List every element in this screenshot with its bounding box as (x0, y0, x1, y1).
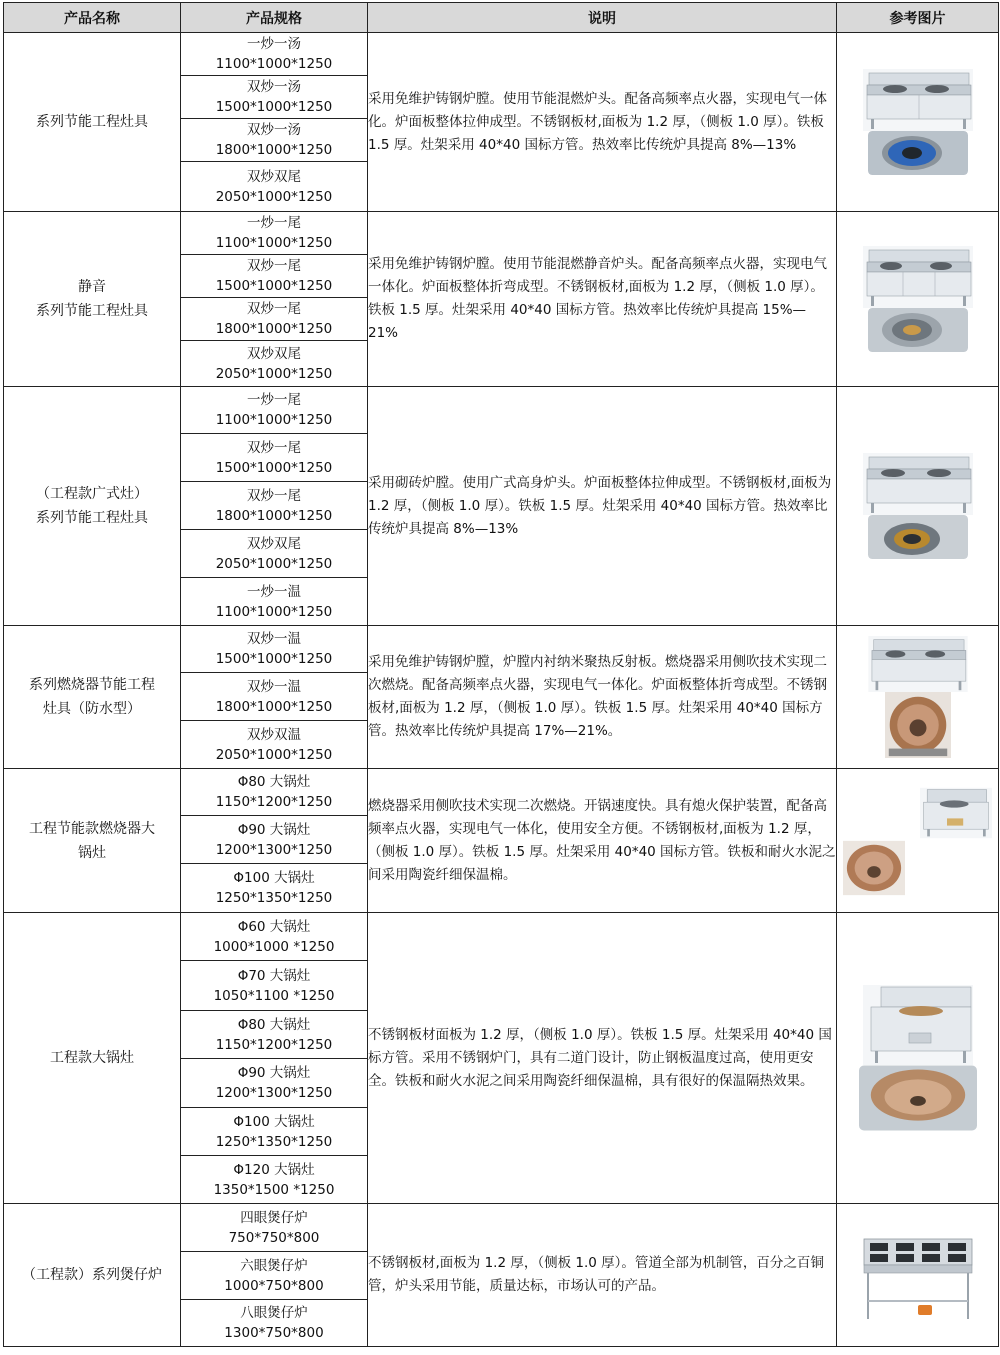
spec-model: 双炒一尾 (247, 487, 301, 504)
header-pic: 参考图片 (837, 3, 999, 33)
product-name-line: （工程款）系列煲仔炉 (22, 1267, 162, 1283)
spec-size: 1200*1300*1250 (215, 841, 333, 858)
product-name-line: 灶具（防水型） (43, 701, 141, 717)
reference-pictures (837, 387, 999, 626)
spec-size: 1800*1000*1250 (215, 698, 333, 715)
spec-model: Φ90 大锅灶 (237, 1065, 311, 1081)
product-name (4, 212, 181, 387)
spec-size: 1800*1000*1250 (215, 507, 333, 524)
burner-photo (868, 515, 968, 559)
spec-model: 六眼煲仔炉 (240, 1257, 308, 1274)
spec-cell (181, 298, 368, 341)
spec-size: 2050*1000*1250 (215, 555, 333, 572)
spec-cell (181, 913, 368, 961)
spec-size: 1800*1000*1250 (215, 321, 333, 337)
spec-cell (181, 626, 368, 673)
spec-cell (181, 33, 368, 76)
spec-model: 双炒一汤 (247, 122, 301, 138)
spec-model: Φ70 大锅灶 (237, 967, 311, 984)
stove-photo (920, 786, 992, 840)
product-group (4, 212, 999, 387)
product-name (4, 626, 181, 769)
spec-size: 1100*1000*1250 (215, 56, 333, 72)
spec-cell (181, 769, 368, 816)
spec-model: 一炒一汤 (247, 36, 301, 52)
spec-size: 1500*1000*1250 (215, 99, 333, 115)
header-spec: 产品规格 (181, 3, 368, 33)
spec-model: 双炒一尾 (247, 301, 301, 317)
product-name-line: 工程节能款燃烧器大 (29, 820, 155, 837)
spec-size: 1300*750*800 (224, 1325, 324, 1341)
spec-size: 1350*1500 *1250 (213, 1181, 335, 1198)
spec-model: 一炒一尾 (247, 392, 301, 408)
spec-size: 1050*1100 *1250 (213, 987, 335, 1004)
spec-model: 双炒一温 (247, 678, 301, 695)
spec-size: 2050*1000*1250 (215, 746, 333, 763)
header-desc: 说明 (368, 3, 837, 33)
reference-pictures (837, 1204, 999, 1347)
reference-pictures (837, 212, 999, 387)
spec-model: 双炒双尾 (247, 535, 301, 552)
spec-size: 1500*1000*1250 (215, 651, 333, 667)
spec-cell (181, 212, 368, 255)
spec-model: 双炒双尾 (247, 168, 301, 185)
product-name (4, 387, 181, 626)
spec-size: 1150*1200*1250 (215, 794, 333, 810)
stove-photo (863, 636, 973, 692)
product-group (4, 1204, 999, 1347)
spec-model: 一炒一温 (247, 583, 301, 600)
spec-model: 双炒双尾 (247, 345, 301, 362)
spec-cell (181, 162, 368, 212)
spec-cell (181, 864, 368, 913)
spec-cell (181, 76, 368, 119)
spec-cell (181, 1011, 368, 1059)
product-name-line: 系列节能工程灶具 (36, 114, 148, 130)
product-group (4, 626, 999, 769)
product-group (4, 913, 999, 1204)
spec-cell (181, 1204, 368, 1252)
spec-size: 1250*1350*1250 (215, 1133, 333, 1150)
spec-model: Φ100 大锅灶 (233, 870, 315, 886)
product-name (4, 1204, 181, 1347)
product-description: 燃烧器采用侧吹技术实现二次燃烧。开锅速度快。具有熄火保护装置，配备高频率点火器，实现电气一体化，使用安全方便。不锈钢板材,面板为 1.2 厚，（侧板 1.0 厚）。铁板 1.5 厚。灶架采用 40*40 国标方管。铁板和耐火水泥之间采用陶瓷纤细保温棉。 (368, 769, 837, 913)
product-name (4, 913, 181, 1204)
burner-photo (868, 308, 968, 352)
spec-size: 1200*1300*1250 (215, 1085, 333, 1101)
stove-photo (863, 453, 973, 515)
spec-model: 双炒一尾 (247, 258, 301, 274)
spec-cell (181, 1300, 368, 1347)
spec-cell (181, 434, 368, 482)
spec-cell (181, 530, 368, 578)
product-description: 不锈钢板材面板为 1.2 厚，（侧板 1.0 厚）。铁板 1.5 厚。灶架采用 40*40 国标方管。采用不锈钢炉门，具有二道门设计，防止钢板温度过高，使用更安全。铁板和耐火水泥之间采用陶瓷纤细保温棉，具有很好的保温隔热效果。 (368, 913, 837, 1204)
spec-cell (181, 1156, 368, 1204)
spec-model: Φ80 大锅灶 (237, 1016, 311, 1033)
burner-photo (868, 131, 968, 175)
product-name-line: 系列节能工程灶具 (36, 303, 148, 319)
spec-cell (181, 387, 368, 434)
spec-model: 双炒一尾 (247, 439, 301, 456)
spec-cell (181, 482, 368, 530)
clay-pot-stove-photo (858, 1227, 978, 1323)
spec-size: 1500*1000*1250 (215, 278, 333, 294)
spec-cell (181, 119, 368, 162)
product-name (4, 33, 181, 212)
product-description: 采用免维护铸钢炉膛，炉膛内衬纳米聚热反射板。燃烧器采用侧吹技术实现二次燃烧。配备高频率点火器，实现电气一体化。炉面板整体折弯成型。不锈钢板材,面板为 1.2 厚，（侧板 1.0 厚）。铁板 1.5 厚。灶架采用 40*40 国标方管。热效率比传统炉具提高 17%—21%。 (368, 626, 837, 769)
spec-cell (181, 1252, 368, 1300)
spec-model: Φ120 大锅灶 (233, 1161, 315, 1178)
spec-model: 八眼煲仔炉 (240, 1305, 308, 1321)
spec-size: 2050*1000*1250 (215, 365, 333, 382)
spec-cell (181, 341, 368, 387)
spec-cell (181, 255, 368, 298)
product-group (4, 33, 999, 212)
spec-size: 750*750*800 (228, 1229, 320, 1246)
reference-pictures (837, 626, 999, 769)
product-name-line: 静音 (78, 279, 106, 295)
spec-model: Φ90 大锅灶 (237, 821, 311, 838)
burner-photo (885, 692, 951, 758)
reference-pictures (837, 33, 999, 212)
spec-model: 双炒一汤 (247, 79, 301, 95)
product-name-line: 工程款大锅灶 (50, 1050, 134, 1066)
spec-model: 一炒一尾 (247, 215, 301, 231)
spec-cell (181, 578, 368, 626)
burner-photo (859, 1065, 977, 1131)
spec-model: Φ80 大锅灶 (237, 774, 311, 790)
spec-size: 1250*1350*1250 (215, 890, 333, 906)
reference-pictures (837, 769, 999, 913)
product-description: 采用免维护铸钢炉膛。使用节能混燃静音炉头。配备高频率点火器，实现电气一体化。炉面板整体折弯成型。不锈钢板材,面板为 1.2 厚，（侧板 1.0 厚）。铁板 1.5 厚。灶架采用 40*40 国标方管。热效率比传统炉具提高 15%—21% (368, 212, 837, 387)
spec-size: 1800*1000*1250 (215, 142, 333, 158)
product-name (4, 769, 181, 913)
stove-photo (863, 69, 973, 131)
product-table (3, 2, 999, 1347)
spec-size: 1500*1000*1250 (215, 459, 333, 476)
spec-size: 1150*1200*1250 (215, 1036, 333, 1053)
stove-photo (863, 246, 973, 308)
spec-size: 2050*1000*1250 (215, 188, 333, 205)
spec-cell (181, 1059, 368, 1108)
spec-cell (181, 961, 368, 1011)
spec-cell (181, 1108, 368, 1156)
product-description: 采用砌砖炉膛。使用广式高身炉头。炉面板整体拉伸成型。不锈钢板材,面板为 1.2 厚，（侧板 1.0 厚）。铁板 1.5 厚。灶架采用 40*40 国标方管。热效率比传统炉具提高 8%—13% (368, 387, 837, 626)
spec-size: 1000*1000 *1250 (213, 938, 335, 955)
spec-model: Φ100 大锅灶 (233, 1113, 315, 1130)
spec-size: 1000*750*800 (224, 1277, 324, 1294)
stove-photo (863, 985, 973, 1065)
spec-model: 四眼煲仔炉 (240, 1209, 308, 1226)
product-name-line: 系列燃烧器节能工程 (29, 677, 155, 693)
product-group (4, 387, 999, 626)
product-name-line: （工程款广式灶） (36, 486, 148, 502)
product-description: 不锈钢板材,面板为 1.2 厚，（侧板 1.0 厚）。管道全部为机制管，百分之百铜管，炉头采用节能，质量达标，市场认可的产品。 (368, 1204, 837, 1347)
spec-size: 1100*1000*1250 (215, 412, 333, 428)
spec-size: 1100*1000*1250 (215, 603, 333, 620)
product-name-line: 锅灶 (78, 844, 106, 861)
product-name-line: 系列节能工程灶具 (36, 510, 148, 526)
spec-model: 双炒双温 (247, 726, 301, 743)
spec-cell (181, 673, 368, 721)
spec-cell (181, 816, 368, 864)
spec-model: 双炒一温 (247, 631, 301, 647)
product-group (4, 769, 999, 913)
header-name: 产品名称 (4, 3, 181, 33)
burner-photo (843, 840, 905, 896)
product-description: 采用免维护铸钢炉膛。使用节能混燃炉头。配备高频率点火器，实现电气一体化。炉面板整体拉伸成型。不锈钢板材,面板为 1.2 厚，（侧板 1.0 厚）。铁板 1.5 厚。灶架采用 40*40 国标方管。热效率比传统炉具提高 8%—13% (368, 33, 837, 212)
header-row (4, 3, 999, 33)
spec-cell (181, 721, 368, 769)
spec-size: 1100*1000*1250 (215, 235, 333, 251)
reference-pictures (837, 913, 999, 1204)
spec-model: Φ60 大锅灶 (237, 918, 311, 935)
